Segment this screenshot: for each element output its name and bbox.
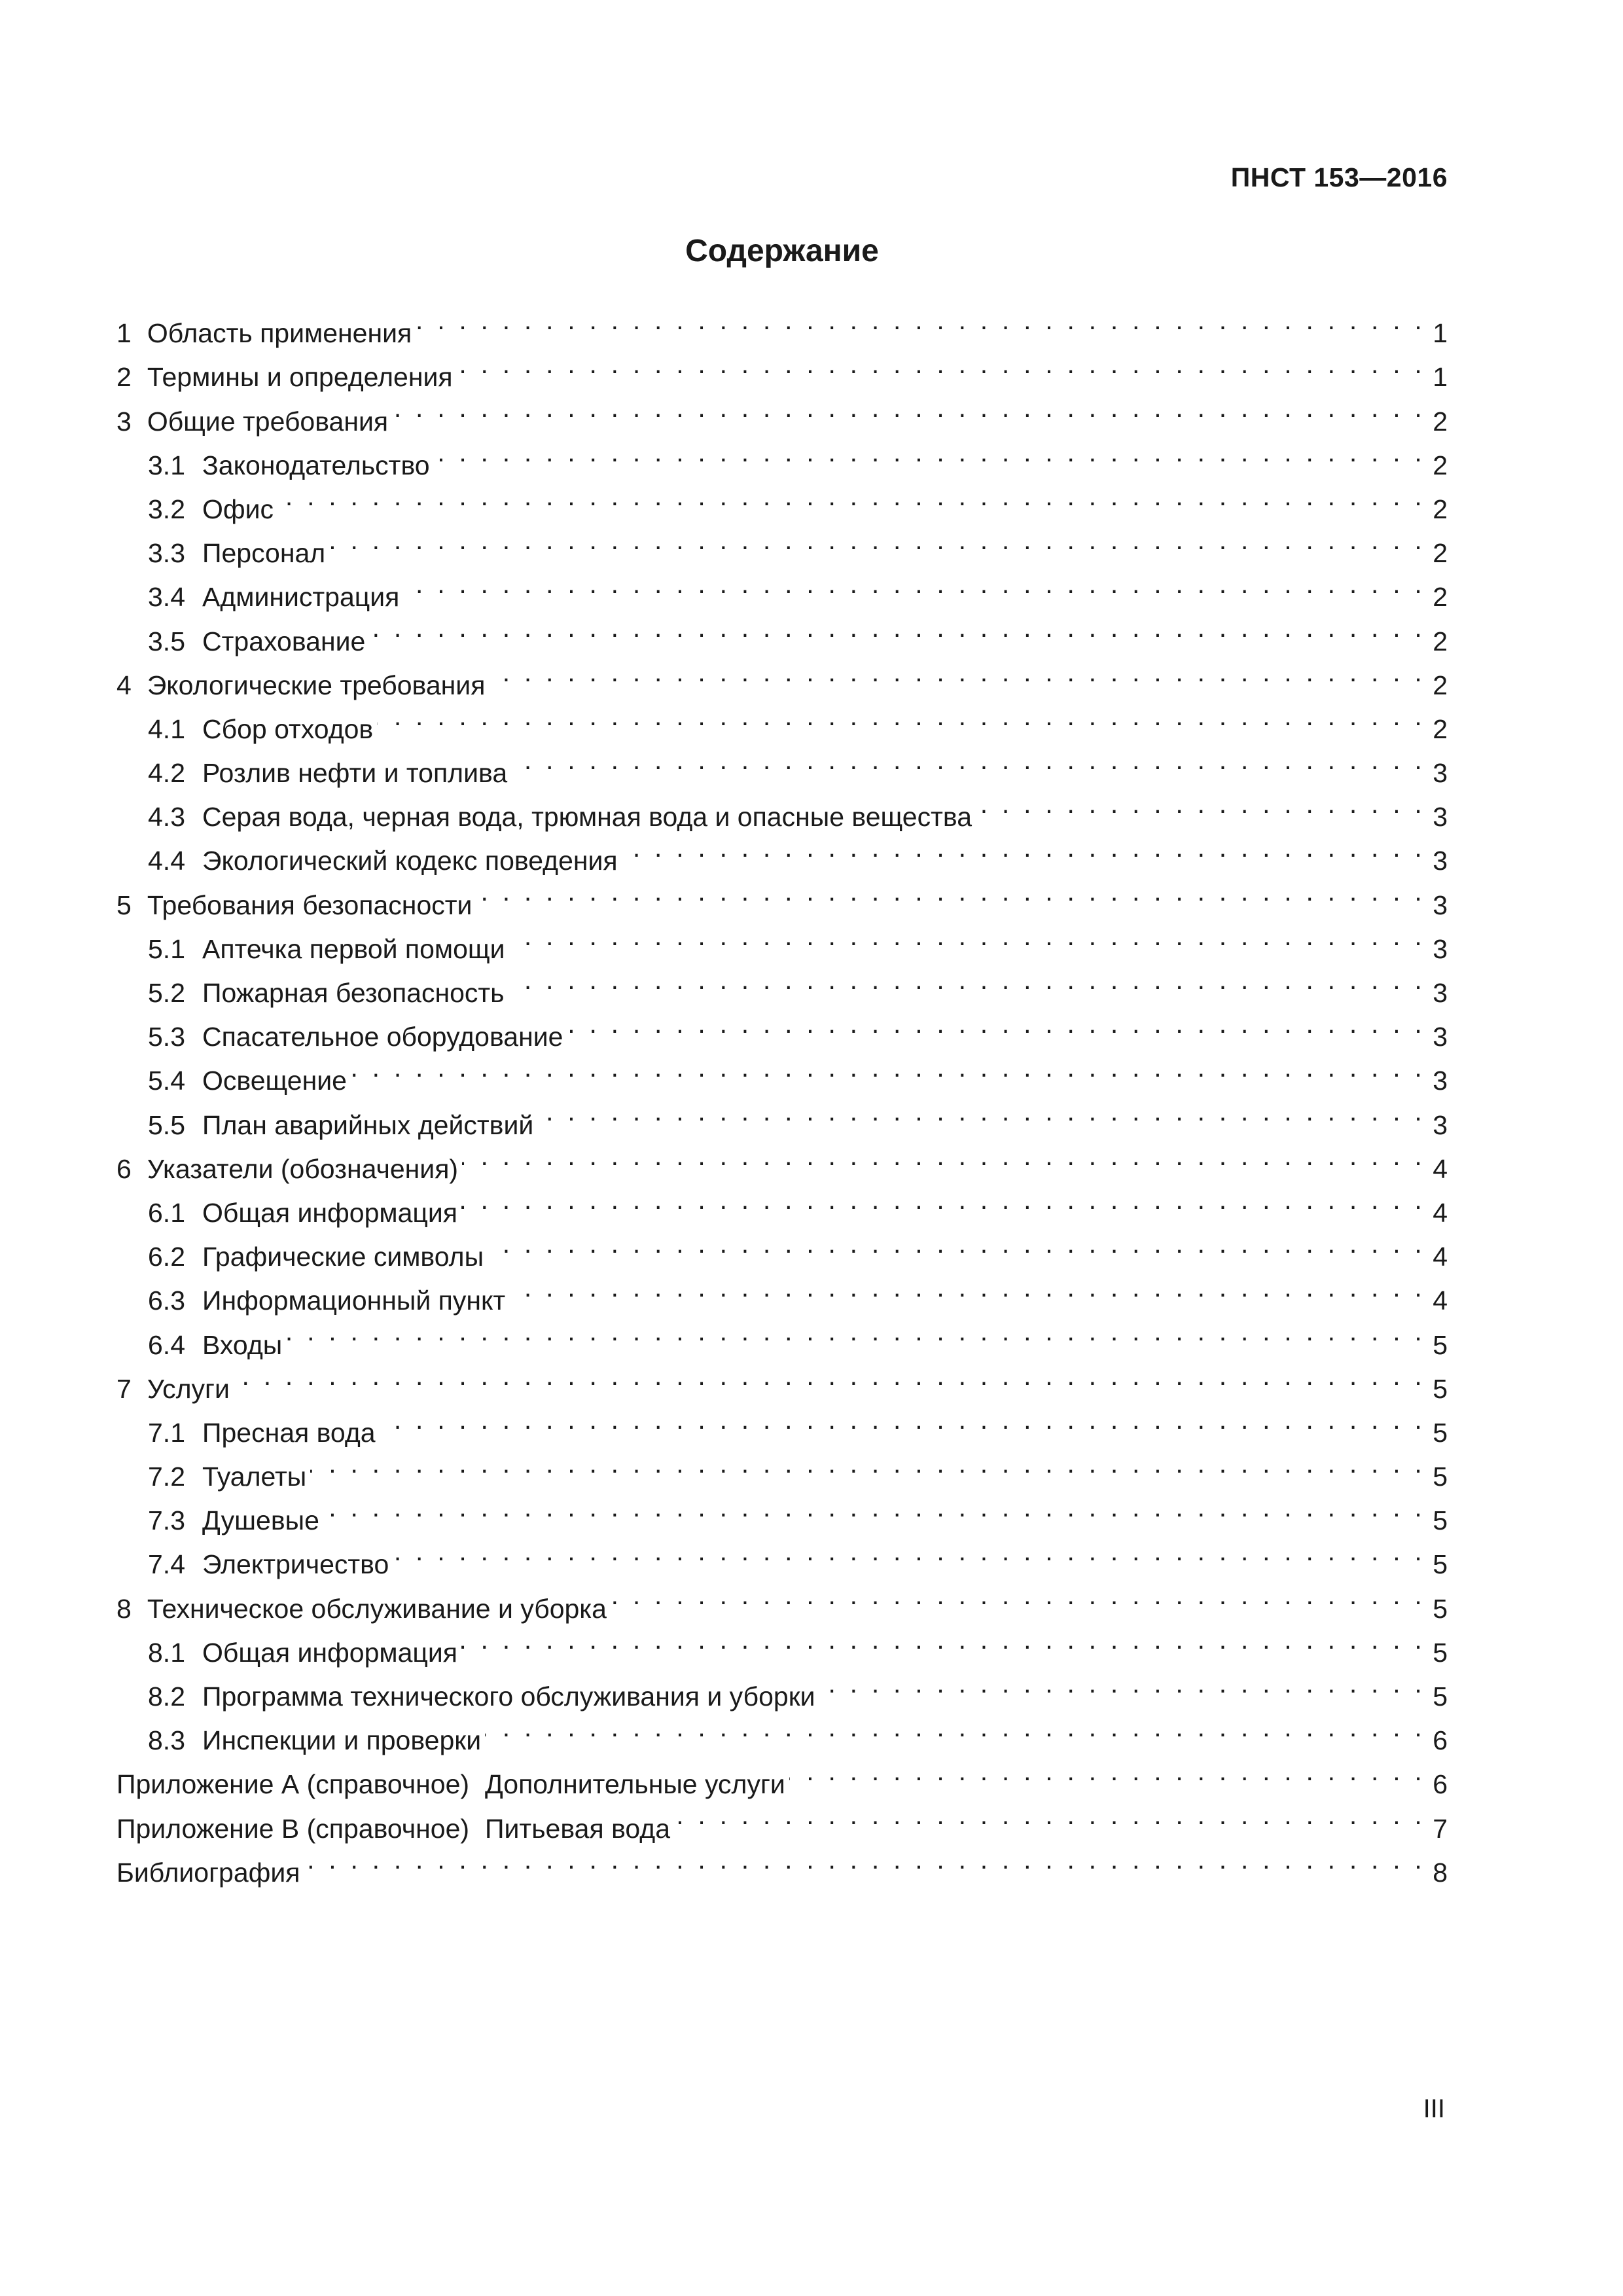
toc-entry-page: 2 — [1433, 713, 1448, 744]
toc-entry-number: 3.3 — [148, 538, 185, 569]
dot-leader — [511, 738, 1425, 782]
toc-entry-page: 5 — [1433, 1549, 1448, 1580]
toc-entry-number: 6.1 — [148, 1197, 185, 1228]
toc-entry-label: Персонал — [202, 538, 326, 569]
toc-entry-page: 2 — [1433, 406, 1448, 437]
toc-entry-number: 5.1 — [148, 933, 185, 964]
toc-entry[interactable] — [116, 475, 1448, 524]
toc-entry-number: 3.2 — [148, 493, 185, 524]
toc-entry-page: 4 — [1433, 1285, 1448, 1316]
dot-leader — [462, 1134, 1425, 1178]
toc-entry-number: 8.1 — [148, 1637, 185, 1668]
toc-entry-number: 5.2 — [148, 978, 185, 1008]
dot-leader — [476, 870, 1425, 914]
table-of-contents — [116, 298, 1448, 1888]
toc-entry-label: Программа технического обслуживания и уборки — [202, 1681, 815, 1712]
dot-leader — [323, 1486, 1425, 1530]
toc-title: Содержание — [685, 234, 879, 268]
toc-entry-number: 5.4 — [148, 1066, 185, 1096]
toc-entry-number: 1 — [116, 318, 132, 349]
toc-entry-number: 7.2 — [148, 1462, 185, 1492]
toc-entry-page: 4 — [1433, 1242, 1448, 1272]
toc-entry-label: Питьевая вода — [485, 1813, 671, 1844]
toc-entry-number: 8.3 — [148, 1725, 185, 1756]
dot-leader — [403, 562, 1425, 606]
toc-entry-label: Требования безопасности — [147, 889, 473, 920]
toc-entry-label: Законодательство — [202, 450, 430, 480]
toc-entry-label: Графические символы — [202, 1242, 484, 1272]
dot-leader — [393, 1530, 1425, 1573]
annex-label: Приложение А (справочное) — [116, 1769, 470, 1800]
dot-leader — [489, 651, 1425, 694]
toc-entry-page: 3 — [1433, 1022, 1448, 1052]
dot-leader — [789, 1749, 1425, 1793]
dot-leader — [434, 431, 1425, 475]
toc-entry[interactable] — [116, 1398, 1448, 1448]
toc-entry-page: 8 — [1433, 1857, 1448, 1888]
toc-entry-page: 5 — [1433, 1417, 1448, 1448]
dot-leader — [304, 1838, 1425, 1882]
toc-entry-number: 4.1 — [148, 713, 185, 744]
toc-entry-label: Термины и определения — [147, 362, 453, 393]
toc-entry-number: 2 — [116, 362, 132, 393]
toc-entry-number: 3 — [116, 406, 132, 437]
toc-entry-label: Входы — [202, 1329, 283, 1360]
toc-entry-page: 3 — [1433, 889, 1448, 920]
toc-entry-label: Указатели (обозначения) — [147, 1153, 459, 1184]
toc-entry-label: Серая вода, черная вода, трюмная вода и опасные вещества — [202, 802, 972, 833]
toc-entry-number: 6 — [116, 1153, 132, 1184]
dot-leader — [461, 1618, 1425, 1662]
toc-entry-number: 8.2 — [148, 1681, 185, 1712]
toc-entry-page: 5 — [1433, 1505, 1448, 1536]
toc-entry-page: 4 — [1433, 1153, 1448, 1184]
dot-leader — [485, 1706, 1425, 1749]
dot-leader — [461, 1178, 1425, 1222]
dot-leader — [674, 1793, 1425, 1837]
toc-entry-label: Инспекции и проверки — [202, 1725, 482, 1756]
dot-leader — [457, 342, 1425, 386]
toc-entry-number: 3.4 — [148, 582, 185, 613]
toc-entry-page: 7 — [1433, 1813, 1448, 1844]
toc-entry-number: 4 — [116, 670, 132, 700]
toc-entry-label: Страхование — [202, 626, 366, 656]
toc-entry-number: 3.1 — [148, 450, 185, 480]
toc-entry-label: Библиография — [116, 1857, 300, 1888]
toc-entry-page: 2 — [1433, 670, 1448, 700]
toc-entry-label: Область применения — [147, 318, 412, 349]
toc-entry-page: 5 — [1433, 1637, 1448, 1668]
toc-entry-page: 5 — [1433, 1462, 1448, 1492]
toc-entry-label: Дополнительные услуги — [485, 1769, 785, 1800]
toc-entry-number: 7.4 — [148, 1549, 185, 1580]
toc-entry-label: Техническое обслуживание и уборка — [147, 1593, 607, 1624]
dot-leader — [234, 1354, 1425, 1398]
toc-entry-page: 3 — [1433, 933, 1448, 964]
toc-entry-number: 8 — [116, 1593, 132, 1624]
toc-entry-label: Сбор отходов — [202, 713, 374, 744]
toc-entry-number: 6.4 — [148, 1329, 185, 1360]
toc-entry-page: 5 — [1433, 1593, 1448, 1624]
toc-entry-label: Общие требования — [147, 406, 389, 437]
toc-entry[interactable] — [116, 1486, 1448, 1536]
toc-entry-label: Душевые — [202, 1505, 319, 1536]
dot-leader — [976, 782, 1425, 826]
annex-label: Приложение В (справочное) — [116, 1813, 470, 1844]
toc-entry-number: 4.2 — [148, 758, 185, 789]
toc-entry-number: 6.2 — [148, 1242, 185, 1272]
dot-leader — [488, 1222, 1425, 1266]
toc-entry[interactable] — [116, 298, 1448, 349]
toc-entry-label: Пресная вода — [202, 1417, 376, 1448]
toc-entry-label: Туалеты — [202, 1462, 307, 1492]
toc-entry-page: 3 — [1433, 978, 1448, 1008]
page-folio: III — [1423, 2094, 1445, 2123]
toc-entry-page: 3 — [1433, 1066, 1448, 1096]
toc-entry-label: Общая информация — [202, 1637, 457, 1668]
dot-leader — [622, 826, 1425, 870]
toc-entry[interactable] — [116, 518, 1448, 569]
toc-entry[interactable] — [116, 1310, 1448, 1360]
dot-leader — [611, 1573, 1425, 1617]
dot-leader — [277, 475, 1425, 518]
toc-entry-page: 2 — [1433, 450, 1448, 480]
toc-entry-page: 1 — [1433, 318, 1448, 349]
toc-entry-number: 5.5 — [148, 1109, 185, 1140]
dot-leader — [567, 1002, 1425, 1046]
toc-entry-label: Офис — [202, 493, 274, 524]
toc-entry-number: 4.4 — [148, 846, 185, 876]
toc-entry-label: Электричество — [202, 1549, 389, 1580]
dot-leader — [537, 1090, 1425, 1134]
dot-leader — [392, 386, 1425, 430]
toc-entry[interactable] — [116, 1442, 1448, 1492]
toc-entry-page: 3 — [1433, 802, 1448, 833]
toc-entry-label: Информационный пункт — [202, 1285, 506, 1316]
dot-leader — [377, 694, 1425, 738]
toc-entry-page: 4 — [1433, 1197, 1448, 1228]
toc-entry-label: Спасательное оборудование — [202, 1022, 563, 1052]
toc-entry-page: 6 — [1433, 1725, 1448, 1756]
toc-entry-label: Освещение — [202, 1066, 347, 1096]
document-code: ПНСТ 153—2016 — [1230, 162, 1448, 192]
dot-leader — [351, 1046, 1425, 1090]
toc-entry-number: 5 — [116, 889, 132, 920]
toc-entry-page: 5 — [1433, 1681, 1448, 1712]
dot-leader — [509, 914, 1425, 958]
toc-entry-number: 5.3 — [148, 1022, 185, 1052]
toc-entry-number: 7.1 — [148, 1417, 185, 1448]
toc-entry-label: Общая информация — [202, 1197, 457, 1228]
toc-entry-page: 2 — [1433, 626, 1448, 656]
toc-entry-number: 7.3 — [148, 1505, 185, 1536]
dot-leader — [509, 1266, 1425, 1310]
toc-entry-label: Услуги — [147, 1373, 230, 1404]
dot-leader — [369, 606, 1425, 650]
dot-leader — [329, 518, 1425, 562]
toc-entry-label: Пожарная безопасность — [202, 978, 505, 1008]
toc-entry-page: 6 — [1433, 1769, 1448, 1800]
dot-leader — [380, 1398, 1425, 1442]
toc-entry-page: 3 — [1433, 758, 1448, 789]
toc-entry-page: 3 — [1433, 846, 1448, 876]
toc-entry-page: 5 — [1433, 1329, 1448, 1360]
toc-entry-label: Аптечка первой помощи — [202, 933, 505, 964]
dot-leader — [286, 1310, 1425, 1354]
toc-entry[interactable] — [116, 1354, 1448, 1404]
toc-entry-page: 2 — [1433, 538, 1448, 569]
toc-entry-label: Розлив нефти и топлива — [202, 758, 508, 789]
dot-leader — [508, 958, 1425, 1002]
toc-entry-number: 3.5 — [148, 626, 185, 656]
toc-entry-label: Экологический кодекс поведения — [202, 846, 618, 876]
toc-entry-label: План аварийных действий — [202, 1109, 534, 1140]
toc-entry-number: 4.3 — [148, 802, 185, 833]
toc-entry-page: 2 — [1433, 493, 1448, 524]
dot-leader — [416, 298, 1425, 342]
toc-entry-page: 1 — [1433, 362, 1448, 393]
dot-leader — [819, 1662, 1425, 1706]
dot-leader — [310, 1442, 1425, 1486]
toc-entry-label: Администрация — [202, 582, 400, 613]
toc-entry-number: 7 — [116, 1373, 132, 1404]
toc-bibliography[interactable] — [116, 1838, 1448, 1888]
toc-entry-page: 3 — [1433, 1109, 1448, 1140]
toc-entry-number: 6.3 — [148, 1285, 185, 1316]
toc-entry-page: 5 — [1433, 1373, 1448, 1404]
toc-entry-label: Экологические требования — [147, 670, 486, 700]
toc-entry-page: 2 — [1433, 582, 1448, 613]
toc-entries — [116, 298, 1448, 1756]
